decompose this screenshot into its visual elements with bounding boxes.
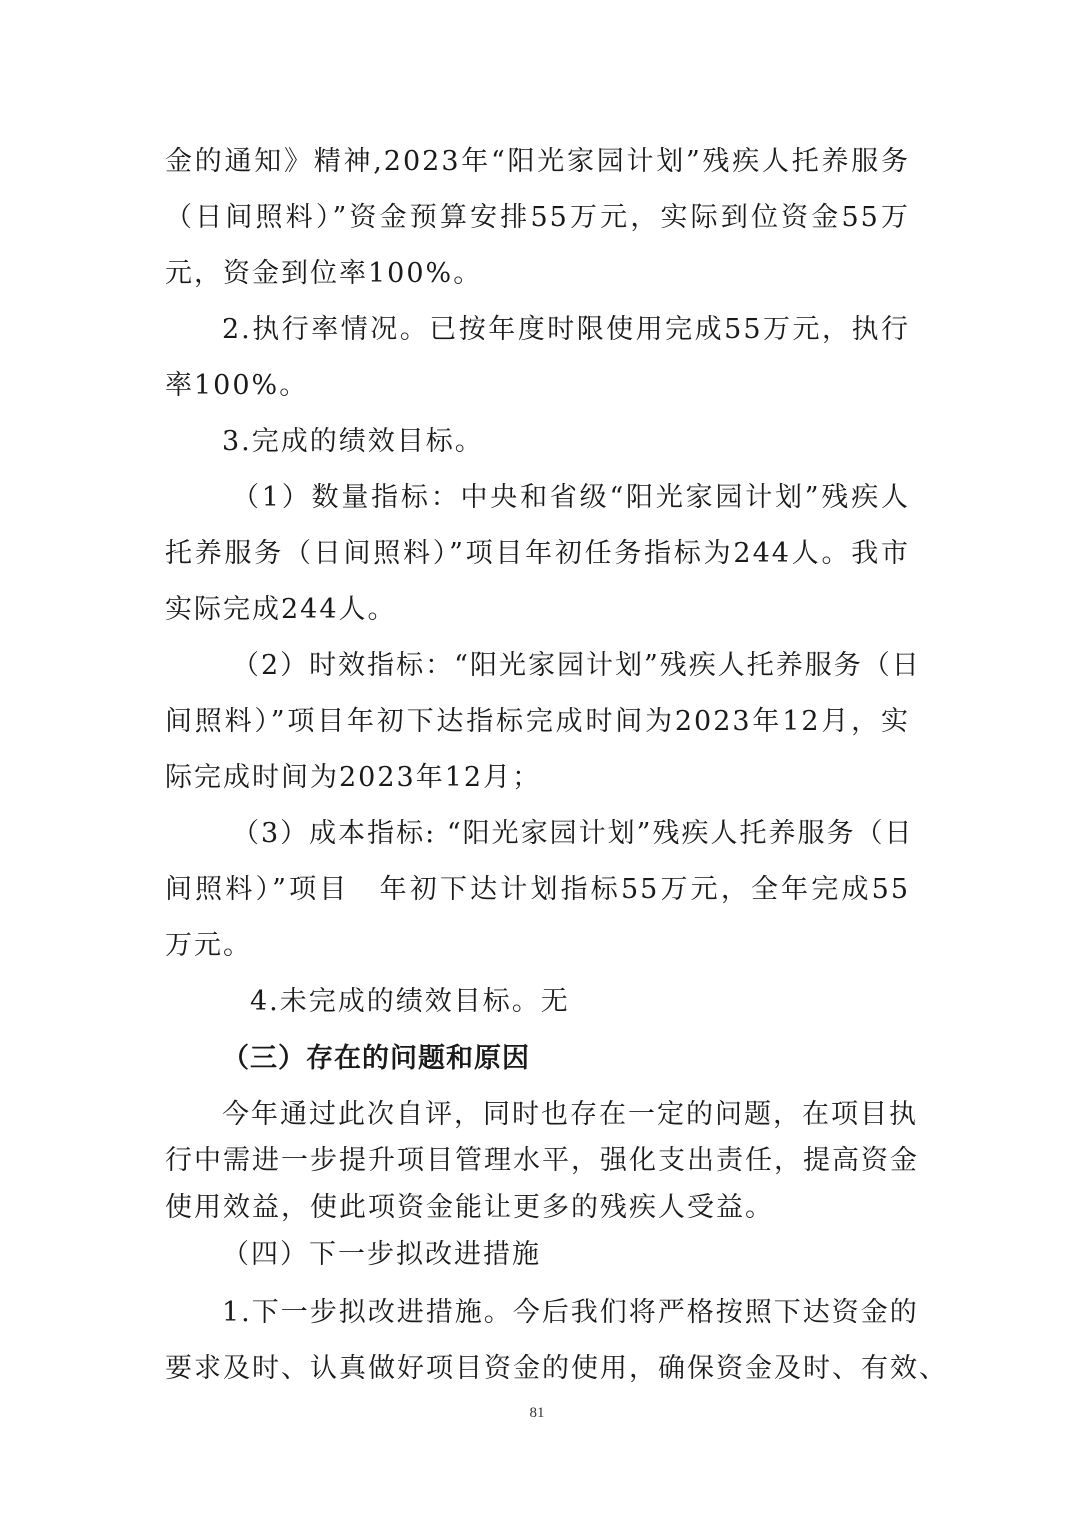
body-line-3: 元，资金到位率100%。 (165, 258, 483, 289)
page-number: 81 (529, 1405, 545, 1421)
body-line-8: 托养服务（日间照料）”项目年初任务指标为244人。我市 (165, 538, 910, 569)
body-line-23: 要求及时、认真做好项目资金的使用，确保资金及时、有效、 (165, 1353, 948, 1384)
body-line-9: 实际完成244人。 (165, 594, 397, 625)
section-heading-next-steps: （四）下一步拟改进措施 (222, 1239, 541, 1270)
subheading-completed-targets: 3.完成的绩效目标。 (222, 426, 484, 457)
body-line-2: （日间照料）”资金预算安排55万元，实际到位资金55万 (165, 202, 910, 233)
body-line-7: （1）数量指标：中央和省级“阳光家园计划”残疾人 (232, 482, 910, 513)
body-line-1: 金的通知》精神,2023年“阳光家园计划”残疾人托养服务 (165, 146, 910, 177)
body-line-14: 间照料）”项目 年初下达计划指标55万元，全年完成55 (165, 874, 910, 905)
body-line-11: 间照料）”项目年初下达指标完成时间为2023年12月，实 (165, 706, 910, 737)
body-line-5: 率100%。 (165, 370, 309, 401)
body-line-15: 万元。 (165, 930, 252, 961)
body-line-4: 2.执行率情况。已按年度时限使用完成55万元，执行 (222, 314, 910, 345)
body-line-22: 1.下一步拟改进措施。今后我们将严格按照下达资金的 (222, 1297, 919, 1328)
body-line-19: 行中需进一步提升项目管理水平，强化支出责任，提高资金 (165, 1145, 919, 1176)
subheading-uncompleted-targets: 4.未完成的绩效目标。无 (250, 986, 570, 1017)
section-heading-problems: （三）存在的问题和原因 (222, 1043, 530, 1074)
body-line-18: 今年通过此次自评，同时也存在一定的问题，在项目执 (222, 1099, 918, 1130)
body-line-20: 使用效益，使此项资金能让更多的残疾人受益。 (165, 1192, 774, 1223)
body-line-12: 际完成时间为2023年12月； (165, 762, 542, 793)
body-line-10: （2）时效指标：“阳光家园计划”残疾人托养服务（日 (232, 650, 921, 681)
body-line-13: （3）成本指标: “阳光家园计划”残疾人托养服务（日 (232, 818, 914, 849)
